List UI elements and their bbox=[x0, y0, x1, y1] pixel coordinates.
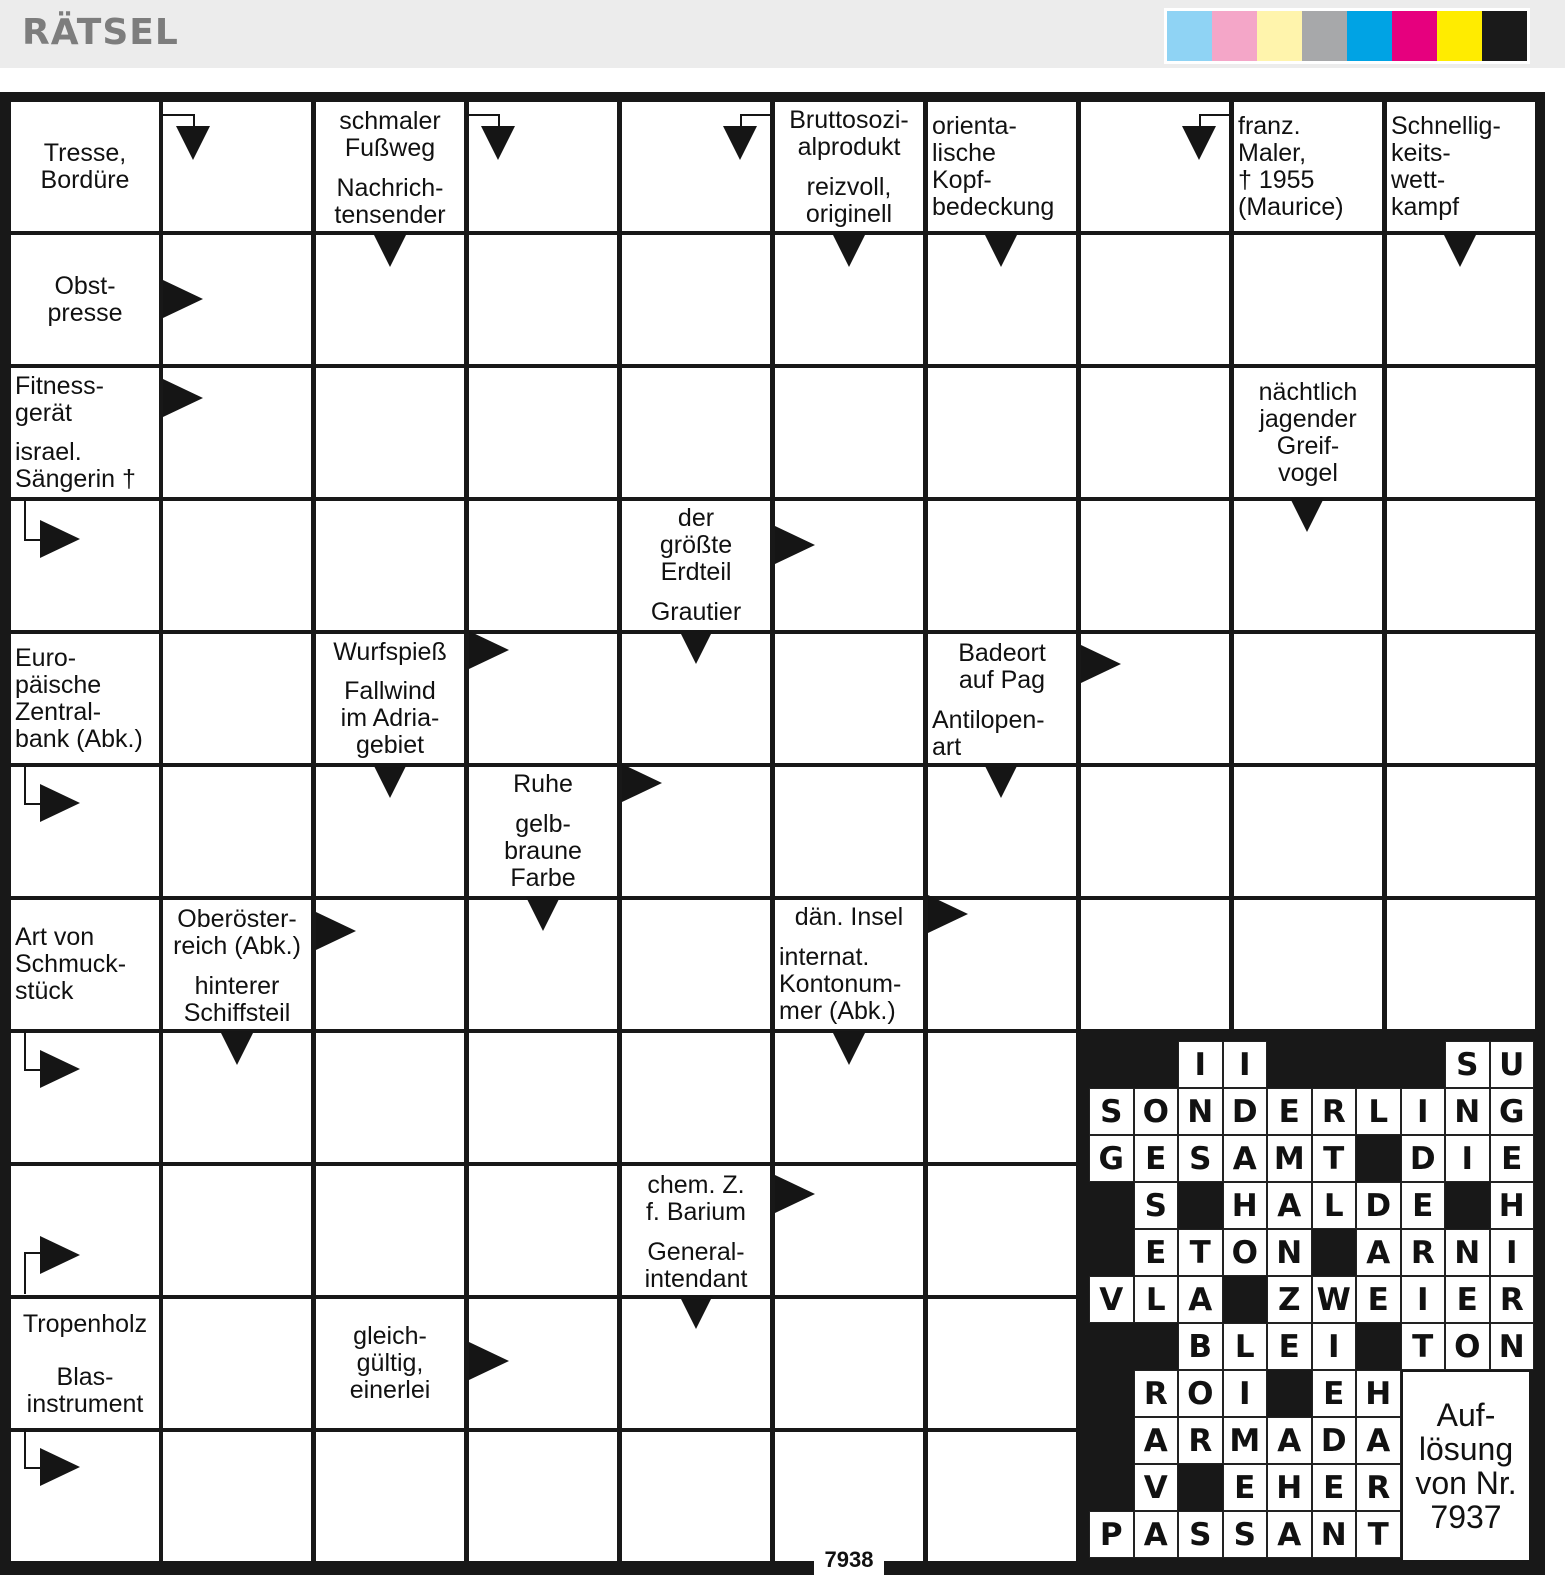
clue-cell bbox=[11, 1354, 159, 1428]
clue-cell bbox=[316, 634, 464, 670]
solution-letter: H bbox=[1356, 1370, 1401, 1417]
solution-caption bbox=[1403, 1372, 1529, 1560]
clue-cell bbox=[1234, 102, 1382, 231]
solution-letter: S bbox=[1445, 1041, 1490, 1088]
answer-cell[interactable] bbox=[316, 368, 464, 497]
clue-cell bbox=[316, 674, 464, 763]
answer-cell[interactable] bbox=[469, 1033, 617, 1162]
arrow-stem bbox=[24, 765, 26, 803]
answer-cell[interactable] bbox=[469, 1166, 617, 1295]
right-arrow-icon bbox=[163, 379, 203, 417]
down-arrow-icon bbox=[832, 233, 866, 267]
answer-cell[interactable] bbox=[1081, 235, 1229, 364]
clue-cell bbox=[11, 368, 159, 431]
clue-text: Nachrich- tensender bbox=[334, 173, 446, 229]
clue-cell bbox=[316, 172, 464, 231]
solution-letter: E bbox=[1356, 1276, 1401, 1323]
clue-text: orienta- lische Kopf- bedeckung bbox=[932, 111, 1055, 221]
color-registration-bar bbox=[1164, 8, 1530, 64]
down-arrow-icon bbox=[679, 630, 713, 664]
color-swatch bbox=[1392, 11, 1437, 61]
header-bar bbox=[0, 0, 1565, 68]
solution-letter: A bbox=[1267, 1417, 1312, 1464]
answer-cell[interactable] bbox=[775, 1299, 923, 1428]
clue-cell bbox=[469, 806, 617, 896]
right-arrow-icon bbox=[40, 520, 80, 558]
answer-cell[interactable] bbox=[469, 235, 617, 364]
answer-cell[interactable] bbox=[316, 1166, 464, 1295]
solution-letter: L bbox=[1134, 1276, 1179, 1323]
solution-letter: S bbox=[1178, 1135, 1223, 1182]
answer-cell[interactable] bbox=[11, 1432, 159, 1561]
solution-letter: G bbox=[1490, 1088, 1535, 1135]
solution-letter: S bbox=[1223, 1511, 1268, 1558]
answer-cell[interactable] bbox=[775, 368, 923, 497]
answer-cell[interactable] bbox=[928, 1033, 1076, 1162]
solution-letter: T bbox=[1312, 1135, 1357, 1182]
solution-letter: E bbox=[1134, 1229, 1179, 1276]
solution-letter: D bbox=[1223, 1088, 1268, 1135]
solution-letter: R bbox=[1134, 1370, 1179, 1417]
solution-letter: D bbox=[1356, 1182, 1401, 1229]
solution-letter: E bbox=[1445, 1276, 1490, 1323]
down-arrow-icon bbox=[1443, 233, 1477, 267]
clue-cell bbox=[11, 900, 159, 1029]
answer-cell[interactable] bbox=[622, 235, 770, 364]
down-arrow-icon bbox=[832, 1031, 866, 1065]
solution-letter: R bbox=[1401, 1229, 1446, 1276]
solution-letter: E bbox=[1134, 1135, 1179, 1182]
color-swatch bbox=[1257, 11, 1302, 61]
clue-text: Fitness- gerät bbox=[15, 371, 104, 427]
solution-caption-text: Auf- lösung von Nr. 7937 bbox=[1415, 1397, 1517, 1535]
clue-cell bbox=[622, 1236, 770, 1295]
down-arrow-icon bbox=[481, 126, 515, 160]
clue-cell bbox=[928, 634, 1076, 700]
clue-text: General- intendant bbox=[644, 1237, 748, 1293]
clue-text: Obst- presse bbox=[47, 271, 123, 327]
answer-cell[interactable] bbox=[163, 501, 311, 630]
answer-cell[interactable] bbox=[469, 368, 617, 497]
solution-letter: M bbox=[1267, 1135, 1312, 1182]
answer-cell[interactable] bbox=[163, 1299, 311, 1428]
arrow-stem bbox=[24, 539, 42, 541]
color-swatch bbox=[1302, 11, 1347, 61]
down-arrow-icon bbox=[1290, 498, 1324, 532]
answer-cell[interactable] bbox=[775, 634, 923, 763]
clue-cell bbox=[1234, 368, 1382, 497]
solution-letter: O bbox=[1223, 1229, 1268, 1276]
clue-cell bbox=[163, 900, 311, 966]
answer-cell[interactable] bbox=[622, 102, 770, 231]
solution-letter: L bbox=[1223, 1323, 1268, 1370]
answer-cell[interactable] bbox=[775, 1432, 923, 1561]
solution-letter: E bbox=[1267, 1323, 1312, 1370]
clue-cell bbox=[775, 939, 923, 1029]
solution-letter: O bbox=[1178, 1370, 1223, 1417]
right-arrow-icon bbox=[1081, 645, 1121, 683]
arrow-stem bbox=[469, 114, 499, 116]
right-arrow-icon bbox=[316, 912, 356, 950]
solution-letter: S bbox=[1178, 1511, 1223, 1558]
solution-letter: E bbox=[1490, 1135, 1535, 1182]
solution-letter: N bbox=[1267, 1229, 1312, 1276]
solution-letter: H bbox=[1223, 1182, 1268, 1229]
solution-letter: S bbox=[1134, 1182, 1179, 1229]
solution-letter: Z bbox=[1267, 1276, 1312, 1323]
clue-text: Tropenholz bbox=[22, 1310, 148, 1338]
page-title: RÄTSEL bbox=[22, 12, 179, 53]
clue-text: Wurfspieß bbox=[333, 637, 447, 666]
solution-letter: H bbox=[1490, 1182, 1535, 1229]
arrow-stem bbox=[498, 114, 500, 128]
answer-cell[interactable] bbox=[622, 1432, 770, 1561]
down-arrow-icon bbox=[373, 233, 407, 267]
clue-cell bbox=[775, 170, 923, 231]
color-swatch bbox=[1437, 11, 1482, 61]
clue-text: der größte Erdteil bbox=[659, 504, 733, 586]
answer-cell[interactable] bbox=[316, 1033, 464, 1162]
right-arrow-icon bbox=[40, 1236, 80, 1274]
answer-cell[interactable] bbox=[622, 1033, 770, 1162]
clue-text: schmaler Fußweg bbox=[339, 107, 441, 162]
arrow-stem bbox=[24, 1252, 26, 1294]
answer-cell[interactable] bbox=[11, 501, 159, 630]
solution-letter: H bbox=[1267, 1464, 1312, 1511]
answer-cell[interactable] bbox=[1234, 235, 1382, 364]
solution-letter: A bbox=[1267, 1511, 1312, 1558]
solution-letter: L bbox=[1356, 1088, 1401, 1135]
arrow-stem bbox=[24, 501, 26, 539]
solution-letter: A bbox=[1134, 1417, 1179, 1464]
right-arrow-icon bbox=[469, 1342, 509, 1380]
solution-letter: A bbox=[1267, 1182, 1312, 1229]
solution-letter: T bbox=[1178, 1229, 1223, 1276]
clue-cell bbox=[775, 900, 923, 935]
solution-letter: N bbox=[1445, 1088, 1490, 1135]
arrow-stem bbox=[24, 1069, 42, 1071]
clue-cell bbox=[316, 1299, 464, 1428]
down-arrow-icon bbox=[984, 764, 1018, 798]
answer-cell[interactable] bbox=[622, 900, 770, 1029]
solution-letter: N bbox=[1445, 1229, 1490, 1276]
clue-text: Art von Schmuck- stück bbox=[15, 923, 127, 1005]
down-arrow-icon bbox=[1182, 126, 1216, 160]
answer-cell[interactable] bbox=[1387, 767, 1535, 896]
solution-letter: R bbox=[1356, 1464, 1401, 1511]
answer-cell[interactable] bbox=[163, 1432, 311, 1561]
down-arrow-icon bbox=[176, 126, 210, 160]
clue-cell bbox=[928, 704, 1076, 763]
answer-cell[interactable] bbox=[1081, 368, 1229, 497]
solution-letter: B bbox=[1178, 1323, 1223, 1370]
solution-letter: A bbox=[1223, 1135, 1268, 1182]
clue-text: gelb- braune Farbe bbox=[504, 809, 582, 892]
answer-cell[interactable] bbox=[928, 1299, 1076, 1428]
solution-letter: A bbox=[1178, 1276, 1223, 1323]
answer-cell[interactable] bbox=[622, 368, 770, 497]
solution-letter: N bbox=[1312, 1511, 1357, 1558]
answer-cell[interactable] bbox=[1387, 501, 1535, 630]
solution-letter: T bbox=[1356, 1511, 1401, 1558]
solution-letter: E bbox=[1267, 1088, 1312, 1135]
clue-text: nächtlich jagender Greif- vogel bbox=[1258, 377, 1358, 487]
down-arrow-icon bbox=[373, 764, 407, 798]
solution-letter: O bbox=[1134, 1088, 1179, 1135]
color-swatch bbox=[1482, 11, 1527, 61]
solution-letter: N bbox=[1178, 1088, 1223, 1135]
answer-cell[interactable] bbox=[928, 1432, 1076, 1561]
clue-text: Blas- instrument bbox=[26, 1363, 144, 1418]
answer-cell[interactable] bbox=[1234, 900, 1382, 1029]
answer-cell[interactable] bbox=[469, 1432, 617, 1561]
arrow-stem bbox=[24, 1031, 26, 1069]
solution-letter: V bbox=[1089, 1276, 1134, 1323]
clue-cell bbox=[11, 1299, 159, 1350]
solution-letter: W bbox=[1312, 1276, 1357, 1323]
solution-letter: I bbox=[1445, 1135, 1490, 1182]
arrow-stem bbox=[24, 1467, 42, 1469]
clue-text: chem. Z. f. Barium bbox=[645, 1171, 747, 1226]
color-swatch bbox=[1212, 11, 1257, 61]
clue-cell bbox=[928, 102, 1076, 231]
clue-text: dän. Insel bbox=[794, 903, 904, 931]
solution-letter: T bbox=[1401, 1323, 1446, 1370]
color-swatch bbox=[1167, 11, 1212, 61]
clue-cell bbox=[1387, 102, 1535, 231]
answer-cell[interactable] bbox=[928, 501, 1076, 630]
answer-cell[interactable] bbox=[1081, 501, 1229, 630]
right-arrow-icon bbox=[469, 631, 509, 669]
solution-letter: N bbox=[1490, 1323, 1535, 1370]
arrow-stem bbox=[1199, 114, 1201, 128]
solution-letter: D bbox=[1312, 1417, 1357, 1464]
solution-letter: I bbox=[1223, 1370, 1268, 1417]
clue-text: Badeort auf Pag bbox=[958, 639, 1046, 694]
clue-text: Tresse, Bordüre bbox=[40, 138, 130, 194]
answer-cell[interactable] bbox=[1234, 634, 1382, 763]
solution-letter: U bbox=[1490, 1041, 1535, 1088]
clue-cell bbox=[11, 435, 159, 497]
answer-cell[interactable] bbox=[928, 368, 1076, 497]
answer-cell[interactable] bbox=[11, 1166, 159, 1295]
arrow-stem bbox=[163, 114, 193, 116]
clue-text: Fallwind im Adria- gebiet bbox=[340, 677, 440, 759]
solution-letter: R bbox=[1312, 1088, 1357, 1135]
answer-cell[interactable] bbox=[163, 1166, 311, 1295]
solution-letter: A bbox=[1356, 1229, 1401, 1276]
answer-cell[interactable] bbox=[163, 102, 311, 231]
right-arrow-icon bbox=[163, 280, 203, 318]
crossword-grid bbox=[0, 92, 1545, 1575]
solution-letter: V bbox=[1134, 1464, 1179, 1511]
clue-cell bbox=[316, 102, 464, 168]
answer-cell[interactable] bbox=[1387, 634, 1535, 763]
clue-text: Antilopen- art bbox=[932, 705, 1045, 761]
clue-text: Euro- päische Zentral- bank (Abk.) bbox=[15, 643, 143, 753]
right-arrow-icon bbox=[775, 526, 815, 564]
down-arrow-icon bbox=[526, 897, 560, 931]
clue-cell bbox=[622, 1166, 770, 1232]
arrow-stem bbox=[24, 803, 42, 805]
clue-text: gleich- gültig, einerlei bbox=[349, 1322, 431, 1404]
answer-cell[interactable] bbox=[1387, 368, 1535, 497]
answer-cell[interactable] bbox=[11, 1033, 159, 1162]
answer-cell[interactable] bbox=[1081, 900, 1229, 1029]
clue-text: franz. Maler, † 1955 (Maurice) bbox=[1238, 111, 1344, 221]
down-arrow-icon bbox=[220, 1031, 254, 1065]
right-arrow-icon bbox=[775, 1175, 815, 1213]
answer-cell[interactable] bbox=[163, 634, 311, 763]
arrow-stem bbox=[740, 114, 742, 128]
clue-text: Grautier bbox=[650, 597, 742, 626]
answer-cell[interactable] bbox=[1234, 767, 1382, 896]
solution-letter: O bbox=[1445, 1323, 1490, 1370]
arrow-stem bbox=[1199, 114, 1229, 116]
solution-letter: P bbox=[1089, 1511, 1134, 1558]
answer-cell[interactable] bbox=[163, 767, 311, 896]
arrow-stem bbox=[24, 1429, 26, 1467]
solution-letter: E bbox=[1312, 1464, 1357, 1511]
solution-letter: R bbox=[1490, 1276, 1535, 1323]
solution-letter: G bbox=[1089, 1135, 1134, 1182]
solution-letter: D bbox=[1401, 1135, 1446, 1182]
answer-cell[interactable] bbox=[469, 501, 617, 630]
puzzle-number: 7938 bbox=[814, 1550, 884, 1588]
solution-letter: A bbox=[1134, 1511, 1179, 1558]
solution-letter: S bbox=[1089, 1088, 1134, 1135]
down-arrow-icon bbox=[679, 1295, 713, 1329]
solution-letter: L bbox=[1312, 1182, 1357, 1229]
answer-cell[interactable] bbox=[1081, 767, 1229, 896]
solution-letter: A bbox=[1356, 1417, 1401, 1464]
color-swatch bbox=[1347, 11, 1392, 61]
right-arrow-icon bbox=[622, 764, 662, 802]
clue-cell bbox=[11, 634, 159, 763]
clue-text: hinterer Schiffsteil bbox=[183, 971, 291, 1027]
answer-cell[interactable] bbox=[775, 501, 923, 630]
answer-cell[interactable] bbox=[775, 767, 923, 896]
solution-letter: M bbox=[1223, 1417, 1268, 1464]
answer-cell[interactable] bbox=[11, 767, 159, 896]
clue-cell bbox=[163, 970, 311, 1029]
arrow-stem bbox=[193, 114, 195, 128]
clue-cell bbox=[11, 235, 159, 364]
clue-text: Ruhe bbox=[513, 770, 573, 798]
right-arrow-icon bbox=[40, 784, 80, 822]
clue-text: reizvoll, originell bbox=[805, 172, 893, 228]
solution-letter: I bbox=[1490, 1229, 1535, 1276]
arrow-stem bbox=[740, 114, 770, 116]
clue-cell bbox=[11, 102, 159, 231]
solution-letter: E bbox=[1312, 1370, 1357, 1417]
down-arrow-icon bbox=[723, 126, 757, 160]
solution-letter: I bbox=[1178, 1041, 1223, 1088]
answer-cell[interactable] bbox=[316, 501, 464, 630]
answer-cell[interactable] bbox=[928, 1166, 1076, 1295]
answer-cell[interactable] bbox=[1387, 900, 1535, 1029]
clue-text: internat. Kontonum- mer (Abk.) bbox=[779, 942, 902, 1025]
clue-cell bbox=[622, 501, 770, 590]
clue-text: israel. Sängerin † bbox=[15, 438, 136, 493]
solution-letter: I bbox=[1401, 1276, 1446, 1323]
right-arrow-icon bbox=[928, 895, 968, 933]
solution-letter: E bbox=[1223, 1464, 1268, 1511]
clue-cell bbox=[622, 594, 770, 630]
clue-text: Bruttosozi- alprodukt bbox=[789, 106, 909, 161]
down-arrow-icon bbox=[984, 233, 1018, 267]
right-arrow-icon bbox=[40, 1448, 80, 1486]
right-arrow-icon bbox=[40, 1050, 80, 1088]
solution-letter: E bbox=[1401, 1182, 1446, 1229]
solution-letter: I bbox=[1312, 1323, 1357, 1370]
answer-cell[interactable] bbox=[316, 1432, 464, 1561]
clue-cell bbox=[775, 102, 923, 166]
solution-letter: I bbox=[1401, 1088, 1446, 1135]
answer-cell[interactable] bbox=[469, 102, 617, 231]
solution-letter: I bbox=[1223, 1041, 1268, 1088]
clue-text: Schnellig- keits- wett- kampf bbox=[1391, 111, 1501, 221]
solution-letter: R bbox=[1178, 1417, 1223, 1464]
answer-cell[interactable] bbox=[1081, 102, 1229, 231]
clue-text: Oberöster- reich (Abk.) bbox=[173, 905, 301, 960]
clue-cell bbox=[469, 767, 617, 802]
